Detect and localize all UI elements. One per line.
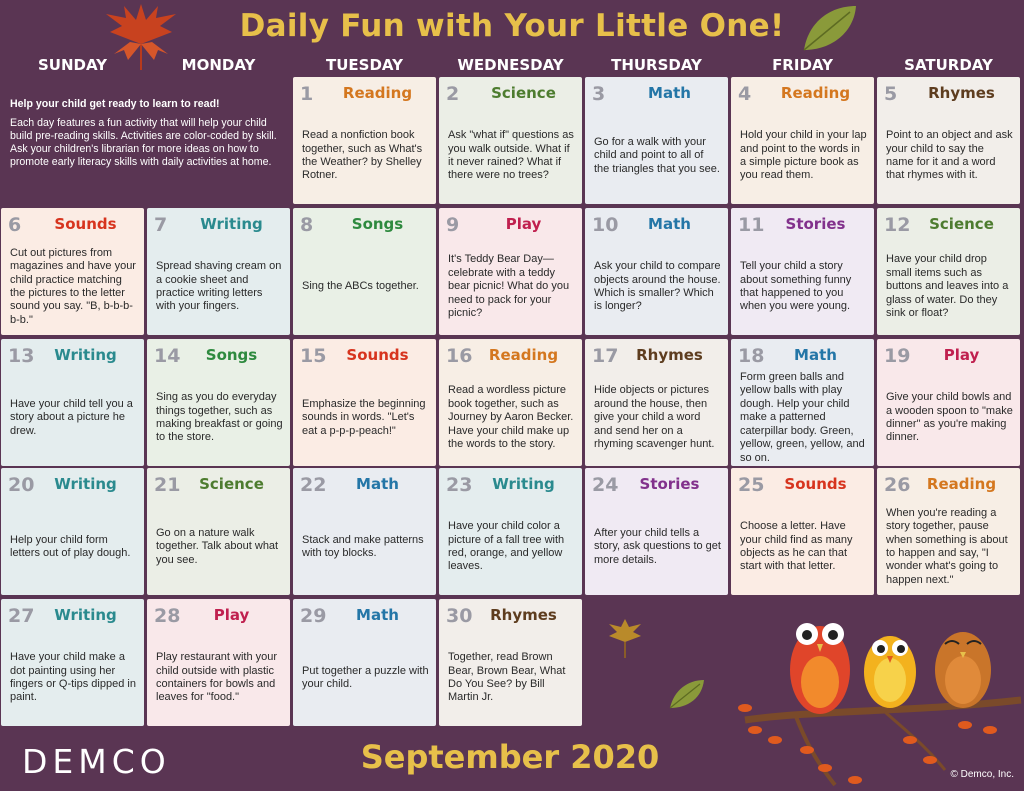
day-number: 12	[884, 214, 911, 236]
activity-text: Cut out pictures from magazines and have your child practice matching the pictures to the letter sound you say. "B, b-b-b-b-b."	[10, 246, 136, 326]
skill-label: Reading	[926, 475, 997, 493]
skill-label: Math	[356, 475, 399, 493]
calendar-day-cell	[877, 339, 1020, 466]
calendar-day-cell	[439, 77, 582, 204]
day-number: 27	[8, 605, 35, 627]
calendar-day-cell	[1, 599, 144, 726]
activity-text: Have your child make a dot painting using her fingers or Q-tips dipped in paint.	[10, 651, 136, 704]
owl-icon	[790, 623, 850, 714]
activity-text: Tell your child a story about something funny that happened to you when you were young.	[740, 260, 852, 313]
owl-icon	[864, 636, 916, 708]
calendar-day-cell	[731, 77, 874, 204]
calendar-day-cell	[439, 468, 582, 595]
activity-text: After your child tells a story, ask questions to get more details.	[594, 526, 721, 566]
skill-label: Math	[356, 606, 399, 624]
skill-label: Writing	[54, 475, 117, 493]
day-number: 11	[738, 214, 765, 236]
calendar-day-cell	[439, 339, 582, 466]
day-number: 25	[738, 474, 765, 496]
day-number: 23	[446, 474, 473, 496]
skill-label: Writing	[54, 346, 117, 364]
calendar-day-cell	[1, 339, 144, 466]
calendar-day-cell	[147, 208, 290, 335]
day-number: 13	[8, 345, 35, 367]
calendar-day-cell	[731, 468, 874, 595]
skill-label: Sounds	[346, 346, 409, 364]
activity-text: Sing the ABCs together.	[302, 280, 419, 293]
activity-text: Hide objects or pictures around the house, then give your child a word and send her on a rhyming scavenger hunt.	[594, 384, 715, 451]
day-header-friday: FRIDAY	[772, 56, 833, 74]
day-number: 1	[300, 83, 314, 105]
activity-text: Help your child form letters out of play dough.	[10, 533, 131, 559]
activity-text: Have your child tell you a story about a picture he drew.	[10, 397, 133, 437]
skill-label: Play	[213, 606, 250, 624]
day-number: 3	[592, 83, 606, 105]
day-number: 10	[592, 214, 619, 236]
calendar-day-cell	[147, 468, 290, 595]
day-number: 14	[154, 345, 181, 367]
calendar-day-cell	[731, 208, 874, 335]
day-number: 17	[592, 345, 619, 367]
activity-text: Point to an object and ask your child to say the name for it and a word that rhymes with it.	[886, 129, 1013, 182]
calendar-day-cell	[1, 208, 144, 335]
day-number: 9	[446, 214, 460, 236]
skill-label: Writing	[200, 215, 263, 233]
day-header-saturday: SATURDAY	[904, 56, 993, 74]
leaf-icon	[666, 676, 708, 712]
skill-label: Rhymes	[490, 606, 557, 624]
skill-label: Math	[794, 346, 837, 364]
day-number: 7	[154, 214, 168, 236]
activity-text: Ask "what if" questions as you walk outside. What if it never rained? What if there were no trees?	[448, 129, 574, 182]
day-number: 16	[446, 345, 473, 367]
skill-label: Math	[648, 215, 691, 233]
skill-label: Songs	[205, 346, 258, 364]
day-header-wednesday: WEDNESDAY	[457, 56, 564, 74]
calendar-day-cell	[439, 599, 582, 726]
skill-label: Reading	[780, 84, 851, 102]
activity-text: Ask your child to compare objects around the house. Which is smaller? Which is longer?	[594, 260, 721, 313]
skill-label: Science	[929, 215, 994, 233]
day-number: 2	[446, 83, 460, 105]
activity-text: Read a wordless picture book together, such as Journey by Aaron Becker. Have your child make up the words to the story.	[448, 384, 574, 451]
day-number: 5	[884, 83, 898, 105]
day-number: 21	[154, 474, 181, 496]
activity-text: Form green balls and yellow balls with play dough. Help your child make a patterned caterpillar body. Green, yellow, green, yellow, and so on.	[740, 371, 865, 464]
calendar-day-cell	[293, 599, 436, 726]
activity-text: Go for a walk with your child and point to all of the triangles that you see.	[594, 135, 720, 175]
skill-label: Math	[648, 84, 691, 102]
day-number: 4	[738, 83, 752, 105]
day-number: 15	[300, 345, 327, 367]
day-header-thursday: THURSDAY	[611, 56, 702, 74]
day-number: 18	[738, 345, 765, 367]
activity-text: Go on a nature walk together. Talk about what you see.	[156, 526, 279, 566]
skill-label: Science	[199, 475, 264, 493]
activity-text: Give your child bowls and a wooden spoon to "make dinner" as you're making dinner.	[886, 391, 1013, 444]
activity-text: Spread shaving cream on a cookie sheet and practice writing letters with your fingers.	[156, 260, 282, 313]
copyright: © Demco, Inc.	[950, 769, 1014, 780]
owls-on-branch-illustration	[735, 600, 1024, 791]
activity-text: Play restaurant with your child outside with plastic containers for bowls and leaves for "food."	[156, 651, 278, 704]
calendar-day-cell	[731, 339, 874, 466]
calendar-day-cell	[439, 208, 582, 335]
activity-text: Choose a letter. Have your child find as many objects as he can that start with that letter.	[740, 520, 853, 573]
calendar-day-cell	[293, 339, 436, 466]
day-number: 20	[8, 474, 35, 496]
day-header-sunday: SUNDAY	[37, 56, 108, 74]
day-header-tuesday: TUESDAY	[326, 56, 403, 74]
calendar-day-cell	[877, 468, 1020, 595]
skill-label: Songs	[351, 215, 404, 233]
day-number: 29	[300, 605, 327, 627]
month-title: September 2020	[360, 738, 660, 776]
calendar-day-cell	[1, 468, 144, 595]
activity-text: Read a nonfiction book together, such as What's the Weather? by Shelley Rotner.	[302, 129, 423, 182]
day-number: 19	[884, 345, 911, 367]
intro-heading: Help your child get ready to learn to read!	[10, 98, 220, 110]
calendar-day-cell	[585, 468, 728, 595]
calendar-day-cell	[147, 339, 290, 466]
skill-label: Stories	[639, 475, 700, 493]
skill-label: Play	[943, 346, 980, 364]
calendar-day-cell	[293, 468, 436, 595]
skill-label: Reading	[342, 84, 413, 102]
day-number: 6	[8, 214, 22, 236]
calendar-day-cell	[293, 77, 436, 204]
activity-text: Put together a puzzle with your child.	[302, 664, 429, 690]
intro-body: Each day features a fun activity that will help your child build pre-reading skills. Activities are color-coded by skill. Ask your children's librarian for more ideas on how to promote early literacy skills with daily activities at home.	[10, 117, 277, 168]
day-number: 24	[592, 474, 619, 496]
skill-label: Writing	[492, 475, 555, 493]
calendar-day-cell	[877, 208, 1020, 335]
skill-label: Reading	[488, 346, 559, 364]
skill-label: Rhymes	[636, 346, 703, 364]
demco-logo: DEMCO	[22, 742, 171, 781]
day-number: 30	[446, 605, 473, 627]
day-number: 22	[300, 474, 327, 496]
activity-text: Together, read Brown Bear, Brown Bear, What Do You See? by Bill Martin Jr.	[448, 651, 566, 704]
calendar-day-cell	[585, 208, 728, 335]
calendar-day-cell	[293, 208, 436, 335]
skill-label: Stories	[785, 215, 846, 233]
leaf-icon	[605, 618, 645, 660]
calendar-day-cell	[585, 77, 728, 204]
skill-label: Sounds	[784, 475, 847, 493]
activity-text: Have your child color a picture of a fall tree with red, orange, and yellow leaves.	[448, 520, 565, 573]
activity-text: Sing as you do everyday things together, such as making breakfast or going to the store.	[156, 391, 283, 444]
activity-text: Emphasize the beginning sounds in words. "Let's eat a p-p-p-peach!"	[302, 397, 426, 437]
skill-label: Writing	[54, 606, 117, 624]
calendar-day-cell	[147, 599, 290, 726]
intro-box	[10, 98, 282, 169]
activity-text: It's Teddy Bear Day—celebrate with a teddy bear picnic! What do you need to pack for your picnic?	[448, 253, 570, 320]
skill-label: Rhymes	[928, 84, 995, 102]
activity-text: Have your child drop small items such as buttons and leaves into a glass of water. Do they sink or float?	[886, 253, 1009, 320]
day-number: 8	[300, 214, 314, 236]
activity-text: Stack and make patterns with toy blocks.	[302, 533, 424, 559]
skill-label: Science	[491, 84, 556, 102]
skill-label: Sounds	[54, 215, 117, 233]
skill-label: Play	[505, 215, 542, 233]
day-header-monday: MONDAY	[181, 56, 256, 74]
day-number: 28	[154, 605, 181, 627]
page-title: Daily Fun with Your Little One!	[239, 8, 785, 44]
calendar-day-cell	[585, 339, 728, 466]
owl-icon	[935, 632, 991, 708]
activity-text: Hold your child in your lap and point to the words in a simple picture book as you read them.	[740, 129, 867, 182]
calendar-day-cell	[877, 77, 1020, 204]
activity-text: When you're reading a story together, pause when something is about to happen and say, "I wonder what's going to happen next."	[886, 506, 1008, 586]
day-number: 26	[884, 474, 911, 496]
